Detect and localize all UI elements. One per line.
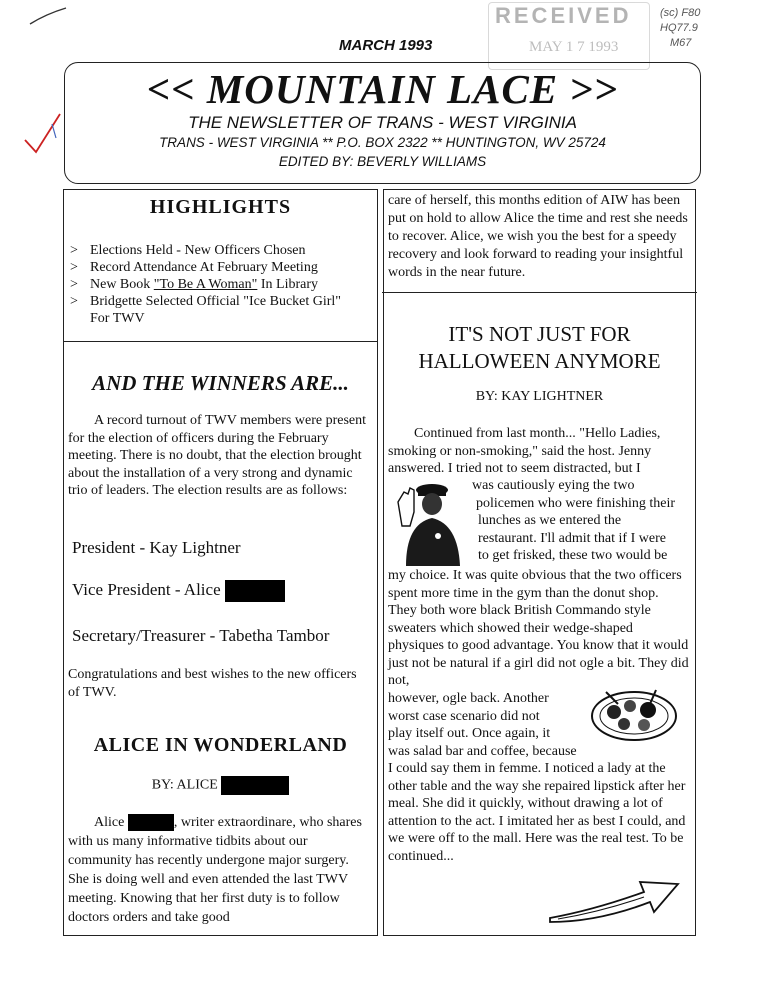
- halloween-wrap-1: was cautiously eying the two policemen who were finishing their lunches as we entered the restaurant. I'll admit that if I were to get frisked, these two would be: [472, 478, 676, 563]
- newsletter-subtitle: THE NEWSLETTER OF TRANS - WEST VIRGINIA: [188, 113, 577, 132]
- halloween-title: IT'S NOT JUST FOR HALLOWEEN ANYMORE: [418, 322, 661, 373]
- halloween-para-1: Continued from last month... "Hello Ladies, smoking or non-smoking," said the host. Jenny answered. I tried not to seem distracted, but I: [388, 426, 661, 476]
- redaction: [128, 814, 174, 831]
- police-officer-icon: [392, 482, 466, 566]
- halloween-para-2: my choice. It was quite obvious that the two officers spent more time in the gym than the donut shop. They both wore black British Commando style sweaters which showed their wedge-shaped physiques to good advantage. You know that it would just not be natural if a girl did not ogle a bit. They did not,: [388, 568, 689, 688]
- vice-president-line: Vice President - Alice: [72, 580, 285, 602]
- divider: [382, 292, 697, 293]
- highlights-list: [70, 242, 370, 327]
- arrow-right-icon: [544, 870, 684, 926]
- alice-body: Alice , writer extraordinare, who shares with us many informative tidbits about our community has recently undergone major surgery. She is doing well and even attended the last TWV meeting. Knowing that her first duty is to follow doctors orders and take good: [68, 815, 362, 925]
- halloween-byline: BY: KAY LIGHTNER: [475, 389, 604, 404]
- list-item: > Record Attendance At February Meeting: [70, 260, 318, 275]
- check-mark-icon: [22, 112, 66, 160]
- editor-credit: EDITED BY: BEVERLY WILLIAMS: [278, 154, 487, 169]
- alice-byline: BY: ALICE: [64, 776, 377, 795]
- secretary-line: Secretary/Treasurer - Tabetha Tambor: [72, 626, 330, 645]
- pen-mark-icon: [28, 4, 70, 30]
- alice-continued: care of herself, this months edition of AIW has been put on hold to allow Alice the time and rest she needs to recover. Alice, we wish you the best for a speedy recovery and look forward to reading your insightful words in the near future.: [388, 193, 688, 280]
- received-stamp: RECEIVED MAY 1 7 1993: [488, 2, 650, 70]
- list-item: > Elections Held - New Officers Chosen: [70, 243, 306, 258]
- redaction: [225, 580, 285, 602]
- handwritten-notes: (sc) F80 HQ77.9 M67: [660, 7, 701, 49]
- winners-body: A record turnout of TWV members were present for the election of officers during the February meeting. There is no doubt, that the election brought about the installation of a very strong and dynamic trio of leaders. The election results are as follows:: [68, 413, 367, 498]
- redaction: [221, 776, 289, 795]
- halloween-wrap-2: however, ogle back. Another worst case scenario did not play itself out. Once again, it was salad bar and coffee, because: [388, 691, 577, 759]
- highlights-title: HIGHLIGHTS: [149, 196, 292, 218]
- list-item: > New Book "To Be A Woman" In Library: [70, 277, 319, 292]
- newsletter-title: << MOUNTAIN LACE >>: [146, 66, 619, 112]
- winners-title: AND THE WINNERS ARE...: [92, 371, 349, 395]
- president-line: President - Kay Lightner: [72, 538, 241, 557]
- halloween-para-3: I could say them in femme. I noticed a lady at the other table and the way she repaired lipstick after her meal. She did it quickly, without drawing a lot of attention to the act. I imitated her as best I could, and we were off to the mall. Here was the real test. To be continued...: [388, 761, 686, 864]
- congrats-text: Congratulations and best wishes to the new officers of TWV.: [68, 667, 357, 700]
- right-column: [383, 189, 696, 936]
- left-column: [63, 189, 378, 936]
- alice-title: ALICE IN WONDERLAND: [93, 734, 348, 756]
- list-item: > Bridgette Selected Official "Ice Bucket Girl" For TWV: [70, 294, 342, 326]
- salad-tray-icon: [588, 682, 680, 744]
- divider: [64, 341, 377, 342]
- mailing-address: TRANS - WEST VIRGINIA ** P.O. BOX 2322 ** HUNTINGTON, WV 25724: [159, 135, 606, 150]
- book-title-link[interactable]: "To Be A Woman": [153, 277, 258, 292]
- masthead: [64, 62, 701, 184]
- issue-date: MARCH 1993: [339, 37, 433, 54]
